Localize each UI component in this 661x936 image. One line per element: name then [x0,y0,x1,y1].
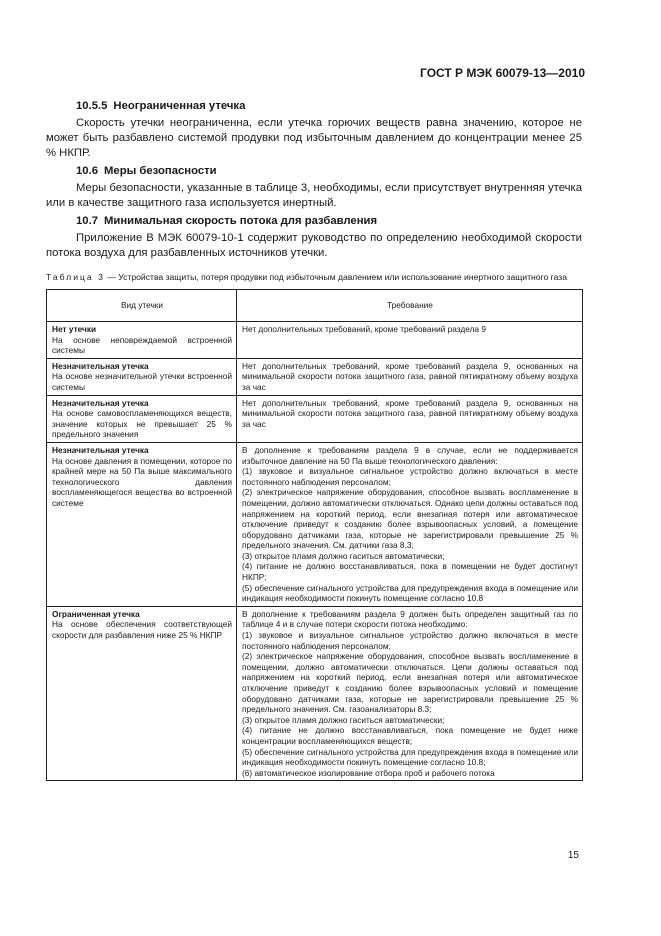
section-10-6 [46,164,582,211]
requirement-cell [237,442,583,606]
leak-type-title: Незначительная утечка [52,397,149,408]
section-title: Меры безопасности [104,165,217,177]
page-content [46,96,582,781]
section-number: 10.5.5 [76,100,108,112]
table-caption-text: — Устройства защиты, потеря продувки под избыточным давлением или использование инертного защитного газа [107,272,568,282]
section-text: Приложение В МЭК 60079-10-1 содержит руководство по определению необходимой скорости потока воздуха для разбавленных источников утечки. [46,232,582,259]
requirement-line: (3) открытое пламя должно гаситься автоматически; [242,714,445,725]
requirement-line: В дополнение к требованиям раздела 9 в случае, если не поддерживается избыточное давление на 50 Па выше технологического давления: [242,444,578,466]
table-caption-label: Таблица 3 [46,272,105,282]
column-header-leak-type: Вид утечки [47,290,237,322]
requirement-cell [237,395,583,442]
section-number: 10.7 [76,215,98,227]
table-header-row [47,290,583,322]
requirement-line: (3) открытое пламя должно гаситься автоматически; [242,550,445,561]
requirement-line: (2) электрическое напряжение оборудования, способное вызвать воспламенение в помещении, должно автоматически отключаться. Однако цепи должны оставаться под напряжением на короткий период, если внезапная потеря или автоматическое отключение приведут к созданию более взрывоопасных условий, а помещение оборудовано датчиками газа, которые не зарегистрировали превышение 25 % предельного значения. См. датчики газа 8.3; [242,487,578,551]
leak-type-cell [47,606,237,781]
requirements-table [46,289,583,781]
requirement-cell [237,322,583,359]
leak-type-description: На основе обеспечения соответствующей скорости для разбавления ниже 25 % НКПР [52,619,232,641]
leak-type-description: На основе незначительной утечки встроенной системы [52,371,232,392]
section-title: Минимальная скорость потока для разбавления [104,215,378,227]
section-10-5-5 [46,99,582,161]
leak-type-cell [47,442,237,606]
requirement-line: (4) питание не должно восстанавливаться, пока помещение не будет ниже концентрации воспламеняющихся веществ; [242,725,578,746]
leak-type-description: На основе давления в помещении, которое по крайней мере на 50 Па выше максимального технологического давления воспламеняющегося вещества во встроенной системе [52,455,232,508]
requirement-line: (4) питание не должно восстанавливаться, пока в помещении не будет достигнут НКПР; [242,561,578,583]
table-row [47,322,583,359]
requirement-line: (5) обеспечение сигнального устройства для предупреждения входа в помещение или индикация необходимости покинуть помещение согласно 10.8 [242,582,578,604]
requirement-line: В дополнение к требованиям раздела 9 должен быть определен защитный газ по таблице 4 и в случае потери скорости потока необходимо: [242,608,578,630]
table-row [47,395,583,442]
section-text: Скорость утечки неограниченна, если утечка горючих веществ равна значению, которое не может быть разбавлено системой продувки под избыточным давлением до концентрации менее 25 % НКПР. [46,117,582,159]
leak-type-title: Ограниченная утечка [52,608,140,619]
column-header-requirement: Требование [237,290,583,322]
section-title: Неограниченная утечка [113,100,246,112]
leak-type-title: Нет утечки [52,324,97,334]
requirement-cell [237,606,583,781]
section-number: 10.6 [76,165,98,177]
requirement-line: Нет дополнительных требований, кроме требований раздела 9, основанных на минимальной скорости потока защитного газа, равной пятикратному объему воздуха за час [242,397,578,429]
section-text: Меры безопасности, указанные в таблице 3, необходимы, если присутствует внутренняя утечка или в качестве защитного газа используется инертный. [46,182,582,209]
leak-type-description: На основе неповреждаемой встроенной системы [52,334,232,356]
section-heading [46,99,582,114]
requirement-line: (1) звуковое и визуальное сигнальное устройство должно включаться в месте постоянного наблюдения персоналом; [242,466,578,487]
section-10-7 [46,214,582,261]
leak-type-cell [47,322,237,359]
document-standard-header: ГОСТ Р МЭК 60079-13—2010 [420,66,585,80]
requirement-line: (5) обеспечение сигнального устройства для предупреждения входа в помещение или индикация необходимости покинуть помещение согласно 10.8; [242,746,578,768]
leak-type-title: Незначительная утечка [52,360,149,371]
page-number: 15 [567,850,579,861]
requirement-line: Нет дополнительных требований, кроме требований раздела 9, основанных на минимальной скорости потока защитного газа, равной пятикратному объему воздуха за час [242,360,578,392]
requirement-line: Нет дополнительных требований, кроме требований раздела 9 [242,324,486,334]
table-row [47,358,583,395]
section-heading [46,164,582,179]
requirement-line: (2) электрическое напряжение оборудования, способное вызвать воспламенение в помещении, должно автоматически отключаться. Цепи должны оставаться под напряжением на короткий период, если внезапная потеря или автоматическое отключение приведут к созданию более взрывоопасных условий и помещение оборудовано датчиками газа, которые не зарегистрировали превышение 25 % предельного значения. См. газоанализаторы 8.3; [242,651,578,715]
table-row [47,606,583,781]
leak-type-description: На основе самовоспламеняющихся веществ, значение которых не превышает 25 % предельного значения [52,408,232,440]
leak-type-title: Незначительная утечка [52,444,149,455]
table-caption [46,271,582,283]
table-row [47,442,583,606]
section-heading [46,214,582,229]
requirement-line: (1) звуковое и визуальное сигнальное устройство должно включаться в месте постоянного наблюдения персоналом; [242,630,578,651]
table-body [47,322,583,781]
requirement-cell [237,358,583,395]
leak-type-cell [47,358,237,395]
leak-type-cell [47,395,237,442]
requirement-line: (6) автоматическое изолирование отбора проб и рабочего потока [242,767,495,778]
